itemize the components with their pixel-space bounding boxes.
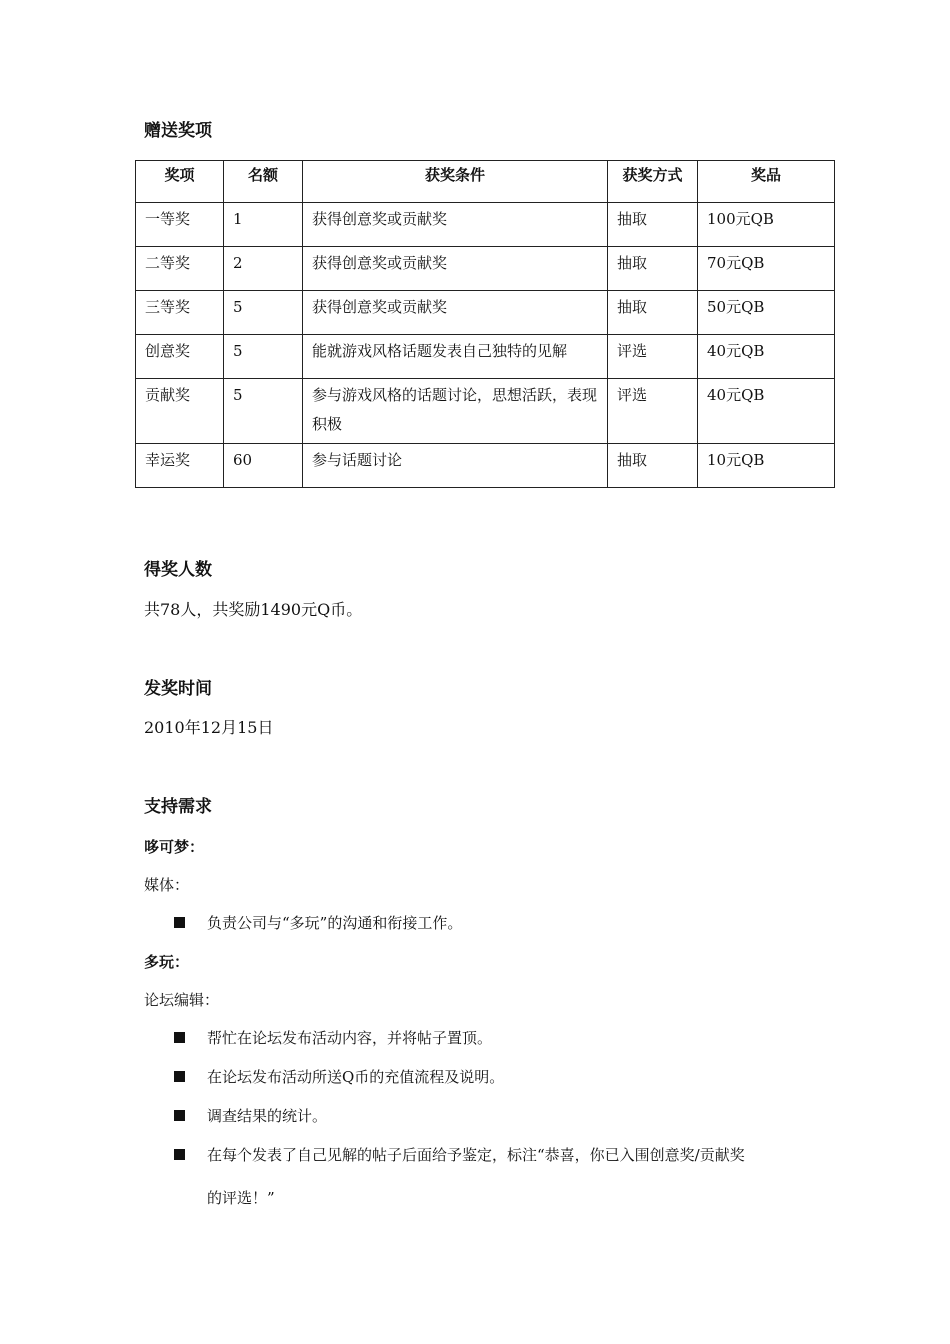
list-item: 调查结果的统计。 — [207, 1107, 328, 1125]
cell-condition: 能就游戏风格话题发表自己独特的见解 — [303, 335, 608, 379]
bullet-square-icon — [174, 917, 185, 928]
cell-award-name: 创意奖 — [136, 335, 224, 379]
cell-method: 评选 — [608, 335, 698, 379]
cell-prize: 40元QB — [698, 379, 835, 444]
cell-method: 抽取 — [608, 291, 698, 335]
table-row — [136, 335, 835, 379]
award-time-text: 2010年12月15日 — [144, 718, 274, 737]
cell-quota: 60 — [224, 444, 303, 488]
cell-prize: 70元QB — [698, 247, 835, 291]
cell-quota: 5 — [224, 291, 303, 335]
cell-condition: 参与话题讨论 — [303, 444, 608, 488]
winners-text: 共78人，共奖励1490元Q币。 — [144, 600, 363, 619]
header-cell-prize: 奖品 — [698, 161, 835, 203]
list-item: 帮忙在论坛发布活动内容，并将帖子置顶。 — [207, 1029, 493, 1047]
cell-quota: 1 — [224, 203, 303, 247]
cell-quota: 2 — [224, 247, 303, 291]
cell-condition: 参与游戏风格的话题讨论，思想活跃，表现积极 — [303, 379, 608, 444]
cell-condition: 获得创意奖或贡献奖 — [303, 291, 608, 335]
award-time-section-title: 发奖时间 — [144, 679, 212, 699]
bullet-square-icon — [174, 1149, 185, 1160]
cell-prize: 100元QB — [698, 203, 835, 247]
cell-prize: 10元QB — [698, 444, 835, 488]
table-row — [136, 203, 835, 247]
cell-award-name: 幸运奖 — [136, 444, 224, 488]
cell-prize: 40元QB — [698, 335, 835, 379]
cell-method: 抽取 — [608, 247, 698, 291]
cell-method: 抽取 — [608, 444, 698, 488]
winners-section-title: 得奖人数 — [144, 560, 212, 580]
cell-quota: 5 — [224, 335, 303, 379]
bullet-square-icon — [174, 1110, 185, 1121]
header-cell-condition: 获奖条件 — [303, 161, 608, 203]
cell-award-name: 二等奖 — [136, 247, 224, 291]
bullet-square-icon — [174, 1071, 185, 1082]
table-row — [136, 291, 835, 335]
list-item: 在论坛发布活动所送Q币的充值流程及说明。 — [207, 1068, 505, 1086]
table-row — [136, 379, 835, 444]
cell-award-name: 三等奖 — [136, 291, 224, 335]
cell-award-name: 一等奖 — [136, 203, 224, 247]
header-cell-quota: 名额 — [224, 161, 303, 203]
table-header-row — [136, 161, 835, 203]
cell-quota: 5 — [224, 379, 303, 444]
table-row — [136, 247, 835, 291]
cell-prize: 50元QB — [698, 291, 835, 335]
table-row — [136, 444, 835, 488]
party1-role: 媒体： — [144, 876, 190, 894]
party2-name: 多玩： — [144, 953, 190, 971]
header-cell-award: 奖项 — [136, 161, 224, 203]
awards-section-title: 赠送奖项 — [144, 121, 212, 141]
party1-name: 哆可梦： — [144, 838, 205, 856]
cell-method: 抽取 — [608, 203, 698, 247]
party2-role: 论坛编辑： — [144, 991, 220, 1009]
cell-method: 评选 — [608, 379, 698, 444]
list-item: 负责公司与“多玩”的沟通和衔接工作。 — [207, 914, 463, 932]
awards-table — [135, 160, 835, 488]
cell-condition: 获得创意奖或贡献奖 — [303, 203, 608, 247]
cell-award-name: 贡献奖 — [136, 379, 224, 444]
support-section-title: 支持需求 — [144, 797, 212, 817]
bullet-square-icon — [174, 1032, 185, 1043]
list-item: 在每个发表了自己见解的帖子后面给予鉴定，标注“恭喜，你已入围创意奖/贡献奖 — [207, 1146, 745, 1164]
header-cell-method: 获奖方式 — [608, 161, 698, 203]
list-item-continuation: 的评选！” — [207, 1189, 275, 1207]
cell-condition: 获得创意奖或贡献奖 — [303, 247, 608, 291]
